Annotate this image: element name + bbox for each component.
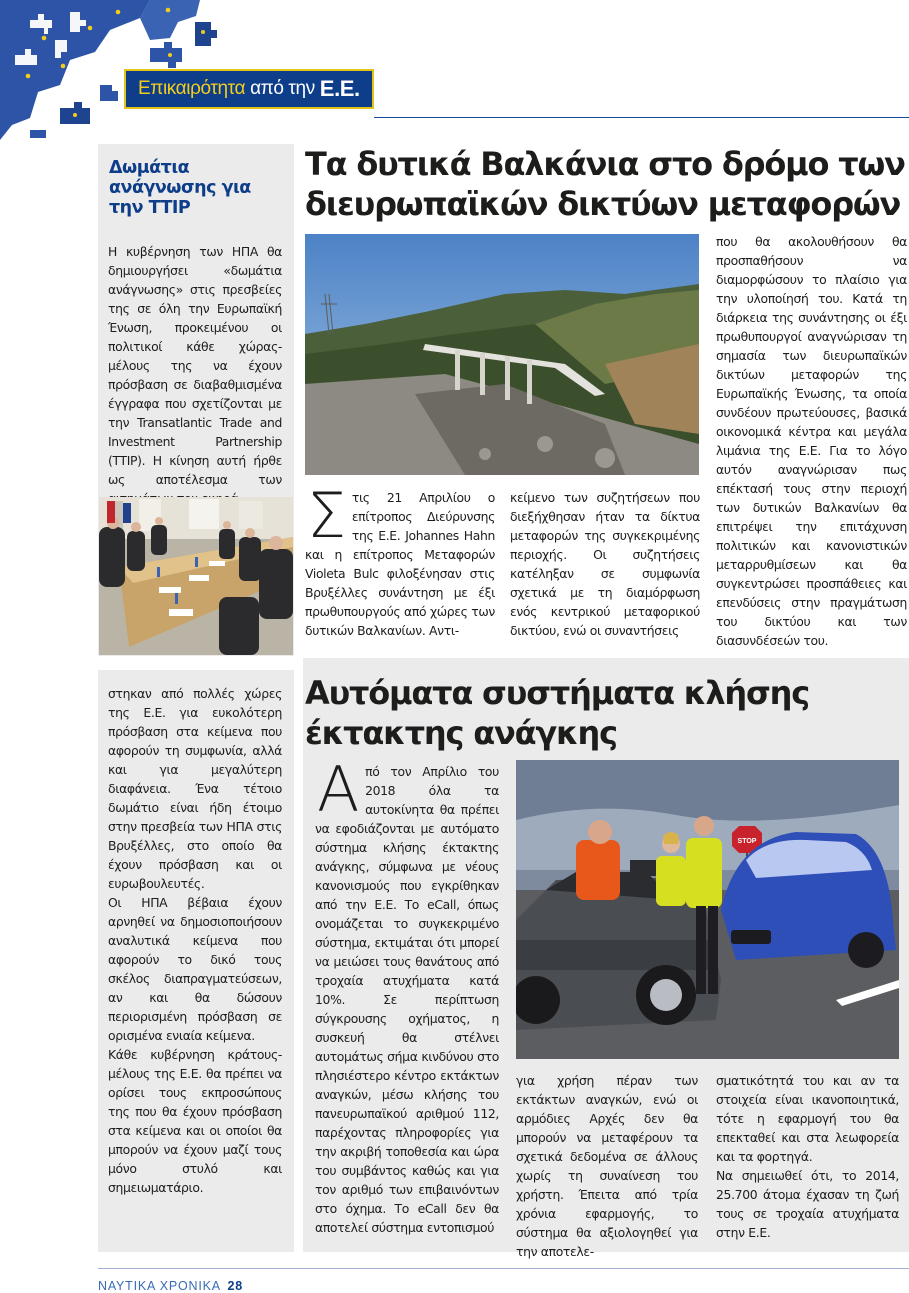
section-tag [124,69,374,109]
article1-paragraph: που θα ακολουθήσουν θα προσπαθήσουν να διαμορφώσουν το πλαίσιο για την υλοποίησή του. Κατά τη διάρκεια της συνάντησης οι έξι πρωθυπουργοί αναγνώρισαν τη σημασία των διευρωπαϊκών δικτύων μεταφορών της Ευρωπαϊκής Ένωσης, τα οποία συνδέουν πρωτεύουσες, βασικά οικονομικά κέντρα και μεγάλα λιμάνια της Ε.Ε. Για το λόγο αυτόν αναγνώρισαν πως επέκτασή τους στην περιοχή των δυτικών Βαλκανίων θα επιτρέψει την επιτάχυνση πολιτικών και κανονιστικών μεταρρυθμίσεων και θα συγκεντρώσει προσπάθειες και επενδύσεις στην πραγμάτωση του δικτύου και των διασυνδέσεών του. [716,234,907,648]
sidebar-paragraph: στηκαν από πολλές χώρες της Ε.Ε. για ευκολότερη πρόσβαση στα κείμενα που αφορούν τη συμφωνία, αλλά και για μεγαλύτερη διαφάνεια. Ένα τέτοιο δωμάτιο είναι ήδη έτοιμο στην πρεσβεία των ΗΠΑ στις Βρυξέλλες, στο οποίο θα έχουν πρόσβαση και οι ευρωβουλευτές. [108,686,282,891]
sidebar-text-part1 [108,242,282,508]
ecall-car-photo [516,760,899,1059]
article1-dropcap: Σ [307,479,346,552]
article2-paragraph: για χρήση πέραν των εκτάκτων αναγκών, ενώ οι αρμόδιες Αρχές δεν θα μπορούν να μεταφέρουν τα σχετικά δεδομένα σε άλλους χωρίς τη συναίνεση του χρήστη. Έπειτα από τρία χρόνια εφαρμογής, το σύστημα θα αξιολογηθεί για την αποτελε- [516,1073,698,1259]
header-divider [374,117,909,118]
sidebar-gap [98,656,294,670]
magazine-name: ΝΑΥΤΙΚΑ ΧΡΟΝΙΚΑ [98,1279,221,1293]
article1-column2 [510,488,700,640]
article2-paragraph: πό τον Απρίλιο του 2018 όλα τα αυτοκίνητα θα πρέπει να εφοδιάζονται με αυτόματο σύστημα κλήσης έκτακτης ανάγκης, σύμφωνα με νέους κανονισμούς που εγκρίθηκαν από την Ε.Ε. Το eCall, όπως ονομάζεται το συγκεκριμένο σύστημα, εκτιμάται ότι μπορεί να μειώσει τους θανάτους από τροχαία ατυχήματα κατά 10%. Σε περίπτωση σύγκρουσης οχήματος, η συσκευή θα στέλνει αυτομάτως σήμα κινδύνου στο πλησιέστερο κέντρο εκτάκτων αναγκών, μέσω κλήσης του πανευρωπαϊκού αριθμού 112, παρέχοντας πληροφορίες για την ακριβή τοποθεσία και ώρα του συμβάντος καθώς και για τον αριθμό των επιβαινόντων στο όχημα. Το eCall δεν θα αποτελεί σύστημα εντοπισμού [315,764,499,1235]
article2-paragraph: Να σημειωθεί ότι, το 2014, 25.700 άτομα έχασαν τη ζωή τους σε τροχαία ατυχήματα στην Ε.Ε. [716,1168,899,1240]
meeting-photo [99,497,293,655]
article2-column1 [315,753,499,1237]
article1-paragraph: τις 21 Απριλίου ο επίτροπος Διεύρυνσης της Ε.Ε. Johannes Hahn και η επίτροπος Μεταφορών Violeta Bulc φιλοξένησαν στις Βρυξέλλες συνάντηση με έξι πρωθυπουργούς από χώρες των δυτικών Βαλκανίων. Αντι- [305,490,495,638]
bridge-photo [305,234,699,475]
section-tag-mid: από την [250,78,315,99]
sidebar-paragraph: Οι ΗΠΑ βέβαια έχουν αρνηθεί να δημοσιοποιήσουν αναλυτικά κείμενα που αφορούν το δικό τους σκέλος διαπραγματεύσεων, αν και θα δώσουν περιορισμένη πρόσβαση σε ορισμένα ενιαία κείμενα. [108,895,282,1043]
article2-column2 [516,1071,698,1261]
section-tag-ee: Ε.Ε. [319,76,360,101]
sidebar-paragraph: Κάθε κυβέρνηση κράτους-μέλους της Ε.Ε. θα πρέπει να ορίσει τους εκπροσώπους της που θα έχουν πρόσβαση στα κείμενα και οι οποίοι θα μπορούν να έχουν μαζί τους μόνο στυλό και σημειωματάριο. [108,1047,282,1195]
article2-paragraph: σματικότητά του και αν τα στοιχεία είναι ικανοποιητικά, τότε η εφαρμογή του θα επεκταθεί και στα λεωφορεία και τα φορτηγά. [716,1073,899,1164]
stop-sign-label: STOP [737,838,757,845]
footer-divider [98,1268,909,1269]
sidebar-paragraph: Η κυβέρνηση των ΗΠΑ θα δημιουργήσει «δωμάτια ανάγνωσης» στις πρεσβείες της σε όλη την Ευρωπαϊκή Ένωση, προκειμένου οι πολιτικοί κάθε χώρας-μέλους της να έχουν πρόσβαση σε διαβαθμισμένα έγγραφα που σχετίζονται με την Transatlantic Trade and Investment Partnership (TTIP). Η κίνηση αυτή ήρθε ως αποτέλεσμα των [108,244,282,487]
page-number: 28 [227,1279,244,1293]
section-tag-prefix: Επικαιρότητα [138,78,246,99]
sidebar-title: Δωμάτια ανάγνωσης για την TTIP [109,158,251,218]
article1-column1 [305,479,495,640]
article2-dropcap: Α [317,753,360,826]
article2-column3 [716,1071,899,1242]
sidebar-text-part2 [108,684,282,1197]
article2-headline: Αυτόματα συστήματα κλήσης έκτακτης ανάγκης [305,674,810,752]
article1-headline: Τα δυτικά Βαλκάνια στο δρόμο των διευρωπαϊκών δικτύων μεταφορών [305,145,905,223]
article1-column3 [716,232,907,650]
article1-paragraph: κείμενο των συζητήσεων που διεξήχθησαν ήταν τα δίκτυα μεταφορών της συγκεκριμένης περιοχής. Οι συζητήσεις κατέληξαν σε συμφωνία σχετικά με τη διαμόρφωση ενός κεντρικού μεταφορικού δικτύου, ενώ οι συναντήσεις [510,490,700,638]
